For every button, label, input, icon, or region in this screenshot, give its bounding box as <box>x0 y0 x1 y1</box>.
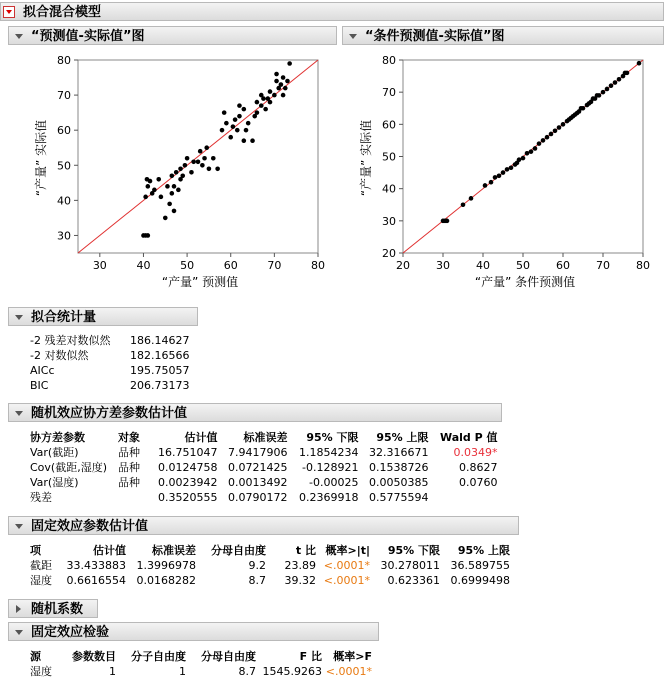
data-point[interactable] <box>172 184 177 189</box>
data-point[interactable] <box>207 166 212 171</box>
data-point[interactable] <box>170 174 175 179</box>
x-tick-label: 80 <box>311 259 325 272</box>
data-point[interactable] <box>553 128 558 133</box>
plot1-header[interactable] <box>8 26 337 45</box>
cell: 截距 <box>30 559 52 572</box>
data-point[interactable] <box>198 149 203 154</box>
data-point[interactable] <box>204 145 209 150</box>
data-point[interactable] <box>497 174 502 179</box>
cov-params-header[interactable] <box>8 403 502 422</box>
data-point[interactable] <box>163 216 168 221</box>
col-header: 概率>|t| <box>325 544 370 557</box>
stat-label: BIC <box>30 379 49 392</box>
y-tick-label: 80 <box>382 54 396 67</box>
data-point[interactable] <box>152 188 157 193</box>
red-triangle-menu-icon[interactable] <box>3 6 15 18</box>
data-point[interactable] <box>237 103 242 108</box>
cell <box>429 490 498 505</box>
cell: 1 <box>109 665 116 678</box>
stat-label: -2 残差对数似然 <box>30 334 111 347</box>
data-point[interactable] <box>287 61 292 66</box>
x-tick-label: 40 <box>136 259 151 272</box>
cell: 9.2 <box>248 559 266 572</box>
fixed-params-title: 固定效应参数估计值 <box>31 519 149 534</box>
y-tick-label: 70 <box>57 89 71 103</box>
data-point[interactable] <box>180 174 185 179</box>
data-point[interactable] <box>170 191 175 196</box>
data-point[interactable] <box>537 141 542 146</box>
col-header: 对象 <box>118 431 140 444</box>
data-point[interactable] <box>178 166 183 171</box>
data-point[interactable] <box>509 165 514 170</box>
x-tick-label: 60 <box>556 259 570 272</box>
col-header: 项 <box>30 544 41 557</box>
cell: 0.0050385 <box>369 476 429 489</box>
cell: 0.0760 <box>459 476 498 489</box>
data-point[interactable] <box>613 80 618 85</box>
col-header: 参数数目 <box>72 650 116 663</box>
main-outline-header[interactable] <box>0 2 664 21</box>
data-point[interactable] <box>505 167 510 172</box>
data-point[interactable] <box>517 157 522 162</box>
fit-stats-table <box>30 333 190 393</box>
cell: 7.9417906 <box>228 446 288 459</box>
cell: -0.128921 <box>302 461 359 474</box>
x-tick-label: 50 <box>516 259 530 272</box>
x-tick-label: 70 <box>267 259 282 272</box>
table-header-row <box>30 543 510 558</box>
cell: 39.32 <box>284 574 316 587</box>
data-point[interactable] <box>185 156 190 161</box>
col-header: F 比 <box>299 650 322 663</box>
y-tick-label: 40 <box>382 182 396 196</box>
col-header: 估计值 <box>93 544 126 557</box>
cell: -0.00025 <box>309 476 359 489</box>
main-title: 拟合混合模型 <box>23 5 102 20</box>
col-header: 协方差参数 <box>30 431 85 444</box>
data-point[interactable] <box>609 83 614 88</box>
x-tick-label: 40 <box>476 259 490 272</box>
table-row <box>30 475 498 490</box>
x-tick-label: 20 <box>396 259 410 272</box>
fit-stats-title: 拟合统计量 <box>31 310 97 325</box>
x-tick-label: 30 <box>436 259 450 272</box>
cell: 0.8627 <box>459 461 498 474</box>
col-header: 分子自由度 <box>131 650 186 663</box>
data-point[interactable] <box>167 202 172 207</box>
cell: 30.278011 <box>380 559 440 572</box>
table-row <box>30 573 510 588</box>
data-point[interactable] <box>211 156 216 161</box>
data-point[interactable] <box>233 117 238 122</box>
data-point[interactable] <box>461 202 466 207</box>
cell: 16.751047 <box>158 446 218 459</box>
p-value-significant: <.0001* <box>323 559 370 572</box>
disclosure-open-icon[interactable] <box>15 524 23 529</box>
data-point[interactable] <box>533 146 538 151</box>
cell: 1.1854234 <box>299 446 359 459</box>
plot1-title: “预测值-实际值”图 <box>31 29 145 44</box>
col-header: t 比 <box>295 544 316 557</box>
data-point[interactable] <box>601 90 606 95</box>
cell: 0.6999498 <box>450 574 510 587</box>
cell: 32.316671 <box>369 446 429 459</box>
p-value-significant: 0.0349* <box>453 446 498 459</box>
cell: 23.89 <box>284 559 316 572</box>
data-point[interactable] <box>561 122 566 127</box>
col-header: Wald P 值 <box>439 431 498 444</box>
data-point[interactable] <box>521 156 526 161</box>
col-header: 源 <box>30 650 41 663</box>
disclosure-closed-icon[interactable] <box>16 605 21 613</box>
x-tick-label: 80 <box>636 259 650 272</box>
data-point[interactable] <box>159 195 164 200</box>
x-tick-label: 70 <box>596 259 610 272</box>
cell: 品种 <box>118 461 140 474</box>
data-point[interactable] <box>557 125 562 130</box>
y-tick-label: 60 <box>57 124 71 138</box>
data-point[interactable] <box>246 121 251 126</box>
y-tick-label: 30 <box>57 229 71 243</box>
cov-params-table <box>30 430 498 505</box>
table-row <box>30 558 510 573</box>
plot1-x-label: “产量” 预测值 <box>161 275 239 289</box>
stat-value: 186.14627 <box>130 334 190 347</box>
y-tick-label: 50 <box>382 150 396 164</box>
cell: Var(湿度) <box>30 476 79 489</box>
data-point[interactable] <box>255 110 260 115</box>
data-point[interactable] <box>597 93 602 98</box>
data-point[interactable] <box>196 159 201 164</box>
x-tick-label: 30 <box>92 259 107 272</box>
data-point[interactable] <box>274 72 279 77</box>
cell: 0.0721425 <box>228 461 288 474</box>
cell: 0.0790172 <box>228 491 288 504</box>
cell: 0.623361 <box>387 574 440 587</box>
cell <box>118 490 158 505</box>
cell: 品种 <box>118 476 140 489</box>
cell: 0.5775594 <box>369 491 429 504</box>
data-point[interactable] <box>244 128 249 133</box>
fixed-params-table <box>30 543 510 588</box>
data-point[interactable] <box>268 100 273 105</box>
data-point[interactable] <box>255 100 260 105</box>
cell: 湿度 <box>30 665 52 678</box>
plot1-chart <box>30 46 335 296</box>
data-point[interactable] <box>263 107 268 112</box>
col-header: 估计值 <box>184 431 218 444</box>
table-row <box>30 445 498 460</box>
data-point[interactable] <box>281 93 286 98</box>
disclosure-open-icon[interactable] <box>15 315 23 320</box>
disclosure-open-icon[interactable] <box>15 411 23 416</box>
data-point[interactable] <box>501 170 506 175</box>
data-point[interactable] <box>489 180 494 185</box>
data-point[interactable] <box>200 163 205 168</box>
data-point[interactable] <box>261 96 266 101</box>
y-tick-label: 50 <box>57 159 71 173</box>
disclosure-open-icon[interactable] <box>349 34 357 39</box>
col-header: 95% 上限 <box>457 544 510 557</box>
cell: Cov(截距,湿度) <box>30 461 107 474</box>
data-point[interactable] <box>268 89 273 94</box>
data-point[interactable] <box>259 103 264 108</box>
y-tick-label: 60 <box>382 118 396 132</box>
p-value-significant: <.0001* <box>325 665 372 678</box>
col-header: 概率>F <box>333 650 372 663</box>
x-tick-label: 60 <box>223 259 238 272</box>
data-point[interactable] <box>549 132 554 137</box>
data-point[interactable] <box>191 159 196 164</box>
table-row <box>30 460 498 475</box>
table-row <box>30 378 190 393</box>
cell: Var(截距) <box>30 446 79 459</box>
data-point[interactable] <box>493 175 498 180</box>
table-header-row <box>30 430 498 445</box>
cell: 0.2369918 <box>299 491 359 504</box>
data-point[interactable] <box>235 128 240 133</box>
data-point[interactable] <box>183 163 188 168</box>
data-point[interactable] <box>165 184 170 189</box>
data-point[interactable] <box>469 196 474 201</box>
data-point[interactable] <box>541 138 546 143</box>
y-tick-label: 20 <box>382 247 396 260</box>
cell: 1.3996978 <box>136 559 196 572</box>
data-point[interactable] <box>545 135 550 140</box>
cell: 36.589755 <box>450 559 510 572</box>
disclosure-open-icon[interactable] <box>15 630 23 635</box>
stat-value: 206.73173 <box>130 379 190 392</box>
col-header: 95% 下限 <box>387 544 440 557</box>
table-row <box>30 490 498 505</box>
stat-value: 195.75057 <box>130 364 190 377</box>
y-tick-label: 80 <box>57 54 71 67</box>
data-point[interactable] <box>143 195 148 200</box>
cell: 0.0023942 <box>158 476 218 489</box>
random-coef-header[interactable] <box>8 599 98 618</box>
plot2-y-label: “产量” 实际值 <box>359 119 373 197</box>
data-point[interactable] <box>172 209 177 214</box>
cov-params-title: 随机效应协方差参数估计值 <box>31 406 188 421</box>
x-tick-label: 50 <box>180 259 195 272</box>
plot2-x-label: “产量” 条件预测值 <box>474 275 576 289</box>
data-point[interactable] <box>189 170 194 175</box>
cell: 0.3520555 <box>158 491 218 504</box>
cell: 8.7 <box>238 665 256 678</box>
cell: 0.0124758 <box>158 461 218 474</box>
data-point[interactable] <box>215 166 220 171</box>
y-tick-label: 70 <box>382 86 396 100</box>
data-point[interactable] <box>176 188 181 193</box>
cell: 8.7 <box>248 574 266 587</box>
data-point[interactable] <box>242 107 247 112</box>
data-point[interactable] <box>625 71 630 76</box>
fit-stats-header[interactable] <box>8 307 198 326</box>
p-value-significant: <.0001* <box>323 574 370 587</box>
data-point[interactable] <box>231 124 236 129</box>
data-point[interactable] <box>250 138 255 143</box>
cell: 1545.9263 <box>262 665 322 678</box>
data-point[interactable] <box>220 128 225 133</box>
data-point[interactable] <box>222 110 227 115</box>
cell: 0.0168282 <box>136 574 196 587</box>
data-point[interactable] <box>617 77 622 82</box>
data-point[interactable] <box>445 219 450 224</box>
stat-label: AICc <box>30 364 55 377</box>
disclosure-open-icon[interactable] <box>15 34 23 39</box>
data-point[interactable] <box>581 106 586 111</box>
stat-value: 182.16566 <box>130 349 190 362</box>
cell: 残差 <box>30 491 52 504</box>
col-header: 分母自由度 <box>211 544 266 557</box>
data-point[interactable] <box>283 86 288 91</box>
data-point[interactable] <box>272 93 277 98</box>
data-point[interactable] <box>242 138 247 143</box>
data-point[interactable] <box>483 183 488 188</box>
data-point[interactable] <box>605 87 610 92</box>
plot2-header[interactable] <box>342 26 664 45</box>
cell: 0.1538726 <box>369 461 429 474</box>
data-point[interactable] <box>529 149 534 154</box>
y-tick-label: 30 <box>382 214 396 228</box>
plot2-title: “条件预测值-实际值”图 <box>365 29 505 44</box>
table-header-row <box>30 649 372 664</box>
data-point[interactable] <box>285 79 290 84</box>
col-header: 95% 上限 <box>376 431 429 444</box>
data-point[interactable] <box>146 233 151 238</box>
data-point[interactable] <box>146 184 151 189</box>
data-point[interactable] <box>156 177 161 182</box>
cell: 1 <box>179 665 186 678</box>
data-point[interactable] <box>281 75 286 80</box>
col-header: 标准误差 <box>152 544 196 557</box>
data-point[interactable] <box>148 179 153 184</box>
fixed-params-header[interactable] <box>8 516 519 535</box>
plot1-y-label: “产量” 实际值 <box>34 119 48 197</box>
table-row <box>30 348 190 363</box>
cell: 0.6616554 <box>66 574 126 587</box>
y-tick-label: 40 <box>57 194 71 208</box>
table-row <box>30 664 372 679</box>
col-header: 分母自由度 <box>201 650 256 663</box>
fixed-tests-title: 固定效应检验 <box>31 625 110 640</box>
stat-label: -2 对数似然 <box>30 349 89 362</box>
col-header: 95% 下限 <box>306 431 359 444</box>
fixed-tests-header[interactable] <box>8 622 379 641</box>
data-point[interactable] <box>224 121 229 126</box>
col-header: 标准误差 <box>243 431 288 444</box>
table-row <box>30 333 190 348</box>
data-point[interactable] <box>228 135 233 140</box>
table-row <box>30 363 190 378</box>
cell: 33.433883 <box>66 559 126 572</box>
cell: 湿度 <box>30 574 52 587</box>
data-point[interactable] <box>237 114 242 119</box>
random-coef-title: 随机系数 <box>31 602 84 617</box>
data-point[interactable] <box>525 151 530 156</box>
data-point[interactable] <box>274 79 279 84</box>
cell: 0.0013492 <box>228 476 288 489</box>
data-point[interactable] <box>174 170 179 175</box>
data-point[interactable] <box>637 61 642 66</box>
data-point[interactable] <box>279 82 284 87</box>
plot2-chart <box>355 46 665 296</box>
data-point[interactable] <box>202 156 207 161</box>
fixed-tests-table <box>30 649 372 679</box>
cell: 品种 <box>118 446 140 459</box>
